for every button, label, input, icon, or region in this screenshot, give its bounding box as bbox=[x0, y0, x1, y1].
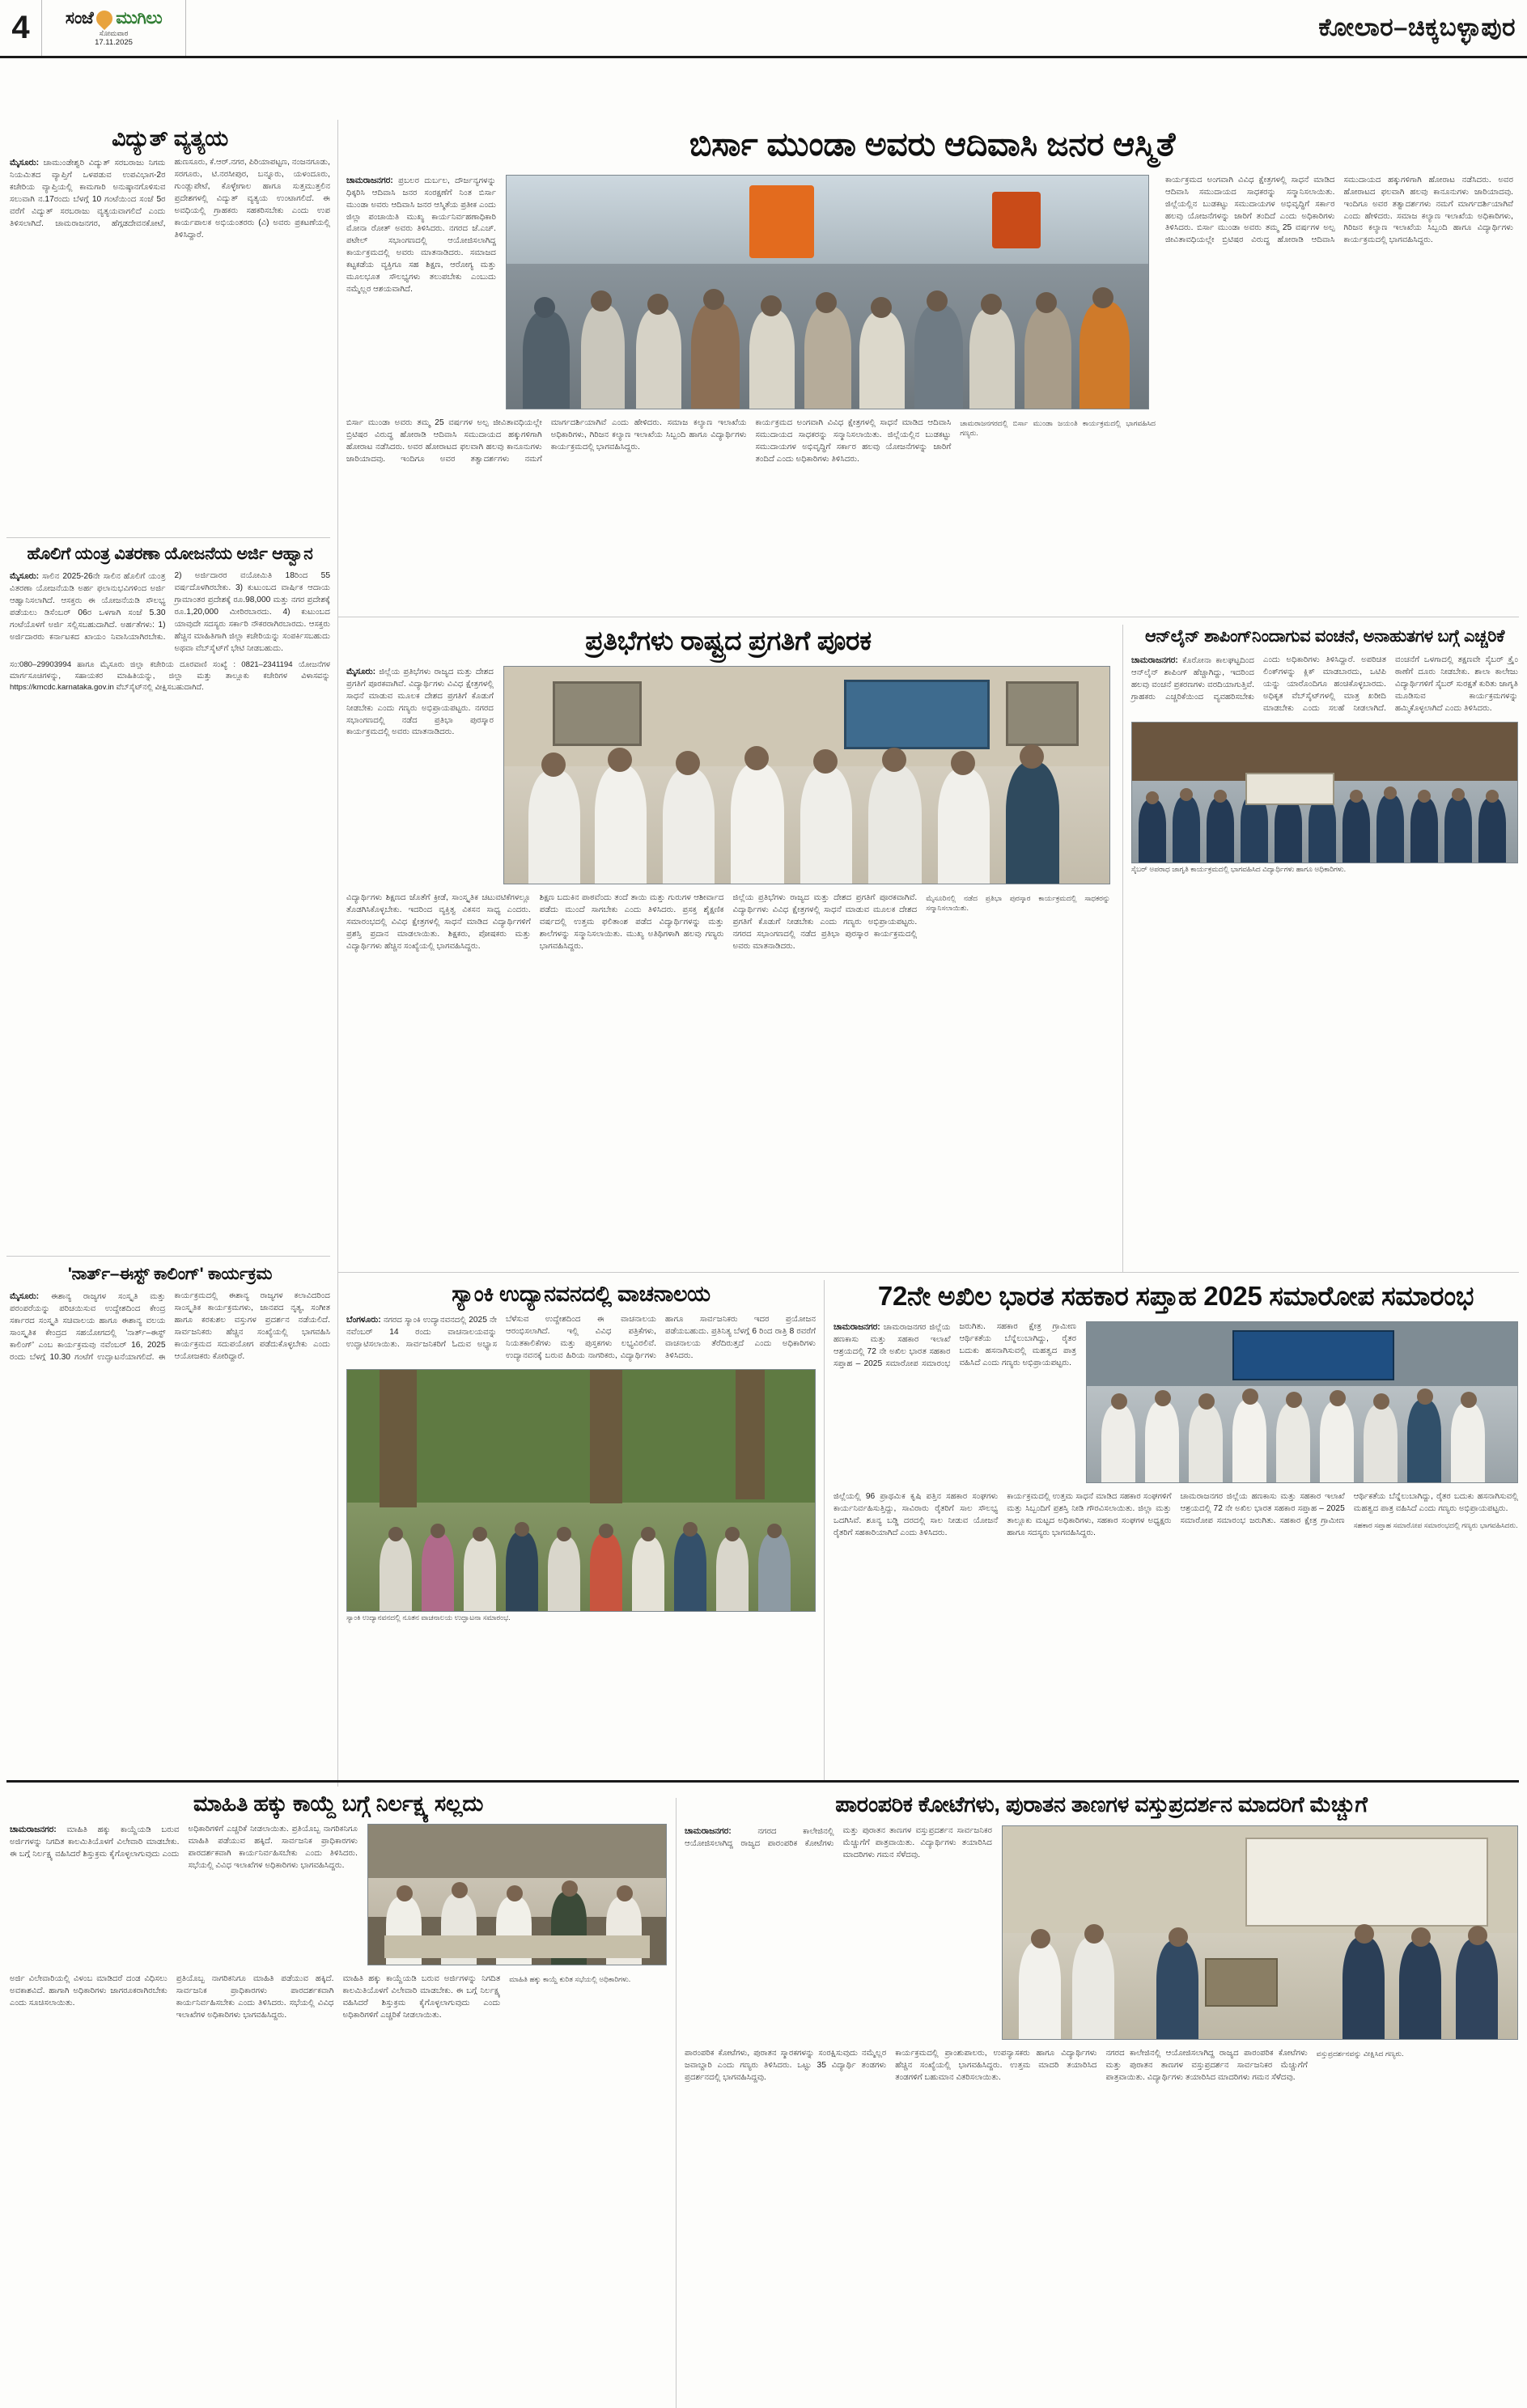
article-photo bbox=[506, 175, 1149, 409]
section-rule bbox=[337, 1272, 1519, 1273]
article-rti bbox=[10, 1791, 667, 2022]
body-text: ಚಾಮುಂಡೇಶ್ವರಿ ವಿದ್ಯುತ್ ಸರಬರಾಜು ನಿಗಮ ನಿಯಮಿತದ ವ್ಯಾಪ್ತಿಗೆ ಒಳಪಡುವ ಉಪವಿಭಾಗ-2ರ ಕಚೇರಿಯ ವ್ಯಾಪ್ತಿಯಲ್ಲಿ ಕಾಮಗಾರಿ ಅನುಷ್ಠಾನಗೊಳಿಸುವ ಸಲುವಾಗಿ ನ.17ರಂದು ಬೆಳಗ್ಗೆ 10 ಗಂಟೆಯಿಂದ ಸಂಜೆ 5ರ ವರೆಗೆ ವಿದ್ಯುತ್ ಸರಬರಾಜು ವ್ಯತ್ಯಯವಾಗಲಿದೆ ಎಂದು ತಿಳಿಸಲಾಗಿದೆ. ಚಾಮರಾಜನಗರ, ಹೆಗ್ಗಡದೇವನಕೋಟೆ, ಹುಣಸೂರು, ಕೆ.ಆರ್.ನಗರ, ಪಿರಿಯಾಪಟ್ಟಣ, ನಂಜನಗೂಡು, ಸರಗೂರು, ಟಿ.ನರಸೀಪುರ, ಬನ್ನೂರು, ಯಳಂದೂರು, ಗುಂಡ್ಲುಪೇಟೆ, ಕೊಳ್ಳೇಗಾಲ ಹಾಗೂ ಸುತ್ತಮುತ್ತಲಿನ ಪ್ರದೇಶಗಳಲ್ಲಿ ವಿದ್ಯುತ್ ವ್ಯತ್ಯಯ ಉಂಟಾಗಲಿದೆ. ಈ ಅವಧಿಯಲ್ಲಿ ಗ್ರಾಹಕರು ಸಹಕರಿಸಬೇಕು ಎಂದು ಉಪ ಕಾರ್ಯಪಾಲಕ ಅಭಿಯಂತರರು (ವಿ) ಅವರು ಪ್ರಕಟಣೆಯಲ್ಲಿ ತಿಳಿಸಿದ್ದಾರೆ. bbox=[10, 158, 330, 240]
article-holige-yantra bbox=[10, 544, 330, 693]
dateline: ಚಾಮರಾಜನಗರ: bbox=[346, 175, 393, 185]
article-body-col1 bbox=[833, 1321, 1076, 1483]
article-north-east-calling bbox=[10, 1264, 330, 1364]
column-rule bbox=[824, 1280, 825, 1782]
body-text-3: ಶಾಲಾ ಕಾಲೇಜು ವಿದ್ಯಾರ್ಥಿಗಳಿಗೆ ಸೈಬರ್ ಸುರಕ್ಷತೆ ಕುರಿತು ಜಾಗೃತಿ ಮೂಡಿಸುವ ಕಾರ್ಯಕ್ರಮಗಳನ್ನು ಹಮ್ಮಿಕೊಳ್ಳಲಾಗಿದೆ ಎಂದು ತಿಳಿಸಿದರು. bbox=[1395, 668, 1518, 713]
article-sankey-park bbox=[346, 1282, 816, 1622]
article-photo bbox=[503, 666, 1110, 884]
article-heritage-forts bbox=[685, 1791, 1518, 2084]
article-body-col1 bbox=[346, 666, 494, 884]
article-body-lower bbox=[346, 892, 1110, 952]
article-body bbox=[1131, 655, 1518, 714]
dateline: ಮೈಸೂರು: bbox=[10, 571, 40, 582]
dateline: ಮೈಸೂರು: bbox=[346, 666, 376, 676]
body-text: ಅರ್ಜಿ ವಿಲೇವಾರಿಯಲ್ಲಿ ವಿಳಂಬ ಮಾಡಿದರೆ ದಂಡ ವಿಧಿಸಲು ಅವಕಾಶವಿದೆ. ಹಾಗಾಗಿ ಅಧಿಕಾರಿಗಳು ಜಾಗರೂಕರಾಗಿರಬೇಕು ಎಂದು ಸೂಚಿಸಲಾಯಿತು. bbox=[10, 1974, 168, 2008]
headline: ಸ್ಯಾಂಕಿ ಉದ್ಯಾನವನದಲ್ಲಿ ವಾಚನಾಲಯ bbox=[452, 1282, 710, 1306]
photo-caption: ಮಾಹಿತಿ ಹಕ್ಕು ಕಾಯ್ದೆ ಕುರಿತ ಸಭೆಯಲ್ಲಿ ಅಧಿಕಾರಿಗಳು. bbox=[509, 1975, 631, 1984]
logo-word-mugilu: ಮುಗಿಲು bbox=[116, 9, 163, 28]
article-body-col1 bbox=[10, 1824, 358, 1965]
article-sahakara-saptaha bbox=[833, 1282, 1518, 1540]
article-body-lower bbox=[10, 1973, 667, 2022]
headline: ಹೊಲಿಗೆ ಯಂತ್ರ ವಿತರಣಾ ಯೋಜನೆಯ ಅರ್ಜಿ ಆಹ್ವಾನ bbox=[27, 545, 313, 563]
body-text-rep: ಪ್ರತಿಯೊಬ್ಬ ನಾಗರಿಕನಿಗೂ ಮಾಹಿತಿ ಪಡೆಯುವ ಹಕ್ಕಿದೆ. ಸಾರ್ವಜನಿಕ ಪ್ರಾಧಿಕಾರಗಳು ಪಾರದರ್ಶಕವಾಗಿ ಕಾರ್ಯನಿರ್ವಹಿಸಬೇಕು ಎಂದು ತಿಳಿಸಿದರು. ಸಭೆಯಲ್ಲಿ ವಿವಿಧ ಇಲಾಖೆಗಳ ಅಧಿಕಾರಿಗಳು ಭಾಗವಹಿಸಿದ್ದರು. bbox=[176, 1974, 334, 2020]
section-rule bbox=[6, 1256, 330, 1257]
headline: 72ನೇ ಅಖಿಲ ಭಾರತ ಸಹಕಾರ ಸಪ್ತಾಹ 2025 ಸಮಾರೋಪ ಸಮಾರಂಭ bbox=[877, 1281, 1474, 1311]
article-body bbox=[10, 570, 330, 655]
headline: ಬಿರ್ಸಾ ಮುಂಡಾ ಅವರು ಆದಿವಾಸಿ ಜನರ ಆಸ್ಮಿತೆ bbox=[689, 125, 1176, 163]
logo-weekday: ಸೋಮವಾರ bbox=[99, 29, 129, 37]
column-rule bbox=[337, 120, 338, 1787]
contact-info: ಸಂ:080–29903994 ಹಾಗೂ ಮೈಸೂರು ಜಿಲ್ಲಾ ಕಚೇರಿಯ ದೂರವಾಣಿ ಸಂಖ್ಯೆ : 0821–2341194 ಯೋಜನೆಗಳ ಮಾರ್ಗಸೂಚಿಗಳನ್ನು, ಸಹಾಯಕರ ಮಾಹಿತಿಯನ್ನು, ಜಿಲ್ಲಾ ಮತ್ತು ತಾಲ್ಲೂಕು ಕಚೇರಿಗಳ ವಿಳಾಸವನ್ನು https://kmcdc.karnataka.gov.in ವೆಬ್‌ಸೈಟ್‌ನಲ್ಲಿ ವೀಕ್ಷಿಸಬಹುದಾಗಿದೆ. bbox=[10, 660, 330, 693]
column-rule bbox=[1122, 625, 1123, 1272]
body-text: ಸಾಲಿನ 2025-26ನೇ ಸಾಲಿನ ಹೊಲಿಗೆ ಯಂತ್ರ ವಿತರಣಾ ಯೋಜನೆಯಡಿ ಅರ್ಹ ಫಲಾನುಭವಿಗಳಿಂದ ಅರ್ಜಿ ಆಹ್ವಾನಿಸಲಾಗಿದೆ. ಆಸಕ್ತರು ಈ ಯೋಜನೆಯಡಿ ಸೌಲಭ್ಯ ಪಡೆಯಲು ಡಿಸೆಂಬರ್ 06ರ ಒಳಗಾಗಿ ಸಂಜೆ 5.30 ಗಂಟೆಯೊಳಗೆ ಅರ್ಜಿ ಸಲ್ಲಿಸಬಹುದಾಗಿದೆ. ಅರ್ಹತೆಗಳು: 1) ಅರ್ಜಿದಾರರು ಕರ್ನಾಟಕದ ಖಾಯಂ ನಿವಾಸಿಯಾಗಿರಬೇಕು. 2) ಅರ್ಜಿದಾರರ ವಯೋಮಿತಿ 18ರಿಂದ 55 ವರ್ಷದೊಳಗಿರಬೇಕು. 3) ಕುಟುಂಬದ ವಾರ್ಷಿಕ ಆದಾಯ ಗ್ರಾಮಾಂತರ ಪ್ರದೇಶಕ್ಕೆ ರೂ.98,000 ಮತ್ತು ನಗರ ಪ್ರದೇಶಕ್ಕೆ ರೂ.1,20,000 ಮೀರಿರಬಾರದು. 4) ಕುಟುಂಬದ ಯಾವುದೇ ಸದಸ್ಯರು ಸರ್ಕಾರಿ ನೌಕರರಾಗಿರಬಾರದು. ಆಸಕ್ತರು ಹೆಚ್ಚಿನ ಮಾಹಿತಿಗಾಗಿ ಜಿಲ್ಲಾ ಕಚೇರಿಯನ್ನು ಸಂಪರ್ಕಿಸಬಹುದು ಅಥವಾ ವೆಬ್‌ಸೈಟ್‌ಗೆ ಭೇಟಿ ನೀಡಬಹುದು. bbox=[10, 571, 330, 653]
column-rule bbox=[676, 1798, 677, 2408]
body-text-rep: ಚಾಮರಾಜನಗರ ಜಿಲ್ಲೆಯ ಹಣಕಾಸು ಮತ್ತು ಸಹಕಾರ ಇಲಾಖೆ ಆಶ್ರಯದಲ್ಲಿ 72 ನೇ ಅಖಿಲ ಭಾರತ ಸಹಕಾರ ಸಪ್ತಾಹ – 2025 ಸಮಾರೋಪ ಸಮಾರಂಭ ಜರುಗಿತು. ಸಹಕಾರ ಕ್ಷೇತ್ರ ಗ್ರಾಮೀಣ ಆರ್ಥಿಕತೆಯ ಬೆನ್ನೆಲುಬಾಗಿದ್ದು, ರೈತರ ಬದುಕು ಹಸನಾಗಿಸುವಲ್ಲಿ ಮಹತ್ವದ ಪಾತ್ರ ವಹಿಸಿದೆ ಎಂದು ಗಣ್ಯರು ಅಭಿಪ್ರಾಯಪಟ್ಟರು. bbox=[1180, 1491, 1518, 1525]
dateline: ಮೈಸೂರು: bbox=[10, 158, 40, 168]
article-photo bbox=[1086, 1321, 1518, 1483]
body-text: ಮಾಹಿತಿ ಹಕ್ಕು ಕಾಯ್ದೆಯಡಿ ಬರುವ ಅರ್ಜಿಗಳನ್ನು ನಿಗದಿತ ಕಾಲಮಿತಿಯೊಳಗೆ ವಿಲೇವಾರಿ ಮಾಡಬೇಕು. ಈ ಬಗ್ಗೆ ನಿರ್ಲಕ್ಷ್ಯ ವಹಿಸಿದರೆ ಶಿಸ್ತುಕ್ರಮ ಕೈಗೊಳ್ಳಲಾಗುವುದು ಎಂದು ಅಧಿಕಾರಿಗಳಿಗೆ ಎಚ್ಚರಿಕೆ ನೀಡಲಾಯಿತು. bbox=[10, 1825, 289, 1859]
article-photo bbox=[367, 1824, 667, 1965]
article-online-shopping bbox=[1131, 626, 1518, 874]
body-text: ಕಾರ್ಯಕ್ರಮದ ಅಂಗವಾಗಿ ವಿವಿಧ ಕ್ಷೇತ್ರಗಳಲ್ಲಿ ಸಾಧನೆ ಮಾಡಿದ ಆದಿವಾಸಿ ಸಮುದಾಯದ ಸಾಧಕರನ್ನು ಸನ್ಮಾನಿಸಲಾಯಿತು. ಜಿಲ್ಲೆಯಲ್ಲಿನ ಬುಡಕಟ್ಟು ಸಮುದಾಯಗಳ ಅಭಿವೃದ್ಧಿಗೆ ಸರ್ಕಾರ ಹಲವು ಯೋಜನೆಗಳನ್ನು ಜಾರಿಗೆ ತಂದಿದೆ ಎಂದು ಅಧಿಕಾರಿಗಳು ತಿಳಿಸಿದರು. bbox=[1165, 175, 1335, 233]
article-body-col1 bbox=[685, 1825, 992, 2040]
logo-date: 17.11.2025 bbox=[95, 38, 133, 47]
article-body bbox=[10, 1291, 330, 1363]
body-text: ಈಶಾನ್ಯ ರಾಜ್ಯಗಳ ಸಂಸ್ಕೃತಿ ಮತ್ತು ಪರಂಪರೆಯನ್ನು ಪರಿಚಯಿಸುವ ಉದ್ದೇಶದಿಂದ ಕೇಂದ್ರ ಸರ್ಕಾರದ ಸಂಸ್ಕೃತಿ ಸಚಿವಾಲಯ ಹಾಗೂ ಈಶಾನ್ಯ ವಲಯ ಸಾಂಸ್ಕೃತಿಕ ಕೇಂದ್ರದ ಸಹಯೋಗದಲ್ಲಿ 'ನಾರ್ತ್–ಈಸ್ಟ್ ಕಾಲಿಂಗ್' ಎಂಬ ಕಾರ್ಯಕ್ರಮವು ನವೆಂಬರ್ 16, 2025 ರಂದು ಬೆಳಗ್ಗೆ 10.30 ಗಂಟೆಗೆ ಉದ್ಘಾಟನೆಯಾಗಲಿದೆ. ಈ ಕಾರ್ಯಕ್ರಮದಲ್ಲಿ ಈಶಾನ್ಯ ರಾಜ್ಯಗಳ ಕಲಾವಿದರಿಂದ ಸಾಂಸ್ಕೃತಿಕ ಕಾರ್ಯಕ್ರಮಗಳು, ಜಾನಪದ ನೃತ್ಯ, ಸಂಗೀತ ಹಾಗೂ ಕರಕುಶಲ ವಸ್ತುಗಳ ಪ್ರದರ್ಶನ ನಡೆಯಲಿದೆ. ಸಾರ್ವಜನಿಕರು ಹೆಚ್ಚಿನ ಸಂಖ್ಯೆಯಲ್ಲಿ ಭಾಗವಹಿಸಿ ಕಾರ್ಯಕ್ರಮದ ಸದುಪಯೋಗ ಪಡೆದುಕೊಳ್ಳಬೇಕು ಎಂದು ಆಯೋಜಕರು ಕೋರಿದ್ದಾರೆ. bbox=[10, 1291, 330, 1362]
headline: 'ನಾರ್ತ್–ಈಸ್ಟ್ ಕಾಲಿಂಗ್' ಕಾರ್ಯಕ್ರಮ bbox=[67, 1265, 273, 1283]
body-text: ಕಾರ್ಯಕ್ರಮದಲ್ಲಿ ಉತ್ತಮ ಸಾಧನೆ ಮಾಡಿದ ಸಹಕಾರ ಸಂಘಗಳಿಗೆ ಮತ್ತು ಸಿಬ್ಬಂದಿಗೆ ಪ್ರಶಸ್ತಿ ನೀಡಿ ಗೌರವಿಸಲಾಯಿತು. ಜಿಲ್ಲಾ ಮತ್ತು ತಾಲ್ಲೂಕು ಮಟ್ಟದ ಅಧಿಕಾರಿಗಳು, ಸಹಕಾರ ಸಂಘಗಳ ಅಧ್ಯಕ್ಷರು ಹಾಗೂ ಸದಸ್ಯರು ಭಾಗವಹಿಸಿದ್ದರು. bbox=[1007, 1491, 1172, 1537]
photo-caption: ಸೈಬರ್ ಅಪರಾಧ ಜಾಗೃತಿ ಕಾರ್ಯಕ್ರಮದಲ್ಲಿ ಭಾಗವಹಿಸಿದ ವಿದ್ಯಾರ್ಥಿಗಳು ಹಾಗೂ ಅಧಿಕಾರಿಗಳು. bbox=[1131, 864, 1347, 873]
article-body-lower bbox=[833, 1491, 1518, 1540]
body-text-2: ಉದ್ಯಾನವನಕ್ಕೆ ಬರುವ ಹಿರಿಯ ನಾಗರಿಕರು, ವಿದ್ಯಾರ್ಥಿಗಳು ಹಾಗೂ ಸಾರ್ವಜನಿಕರು ಇದರ ಪ್ರಯೋಜನ ಪಡೆಯಬಹುದು. ಪ್ರತಿನಿತ್ಯ ಬೆಳಗ್ಗೆ 6 ರಿಂದ ರಾತ್ರಿ 8 ರವರೆಗೆ ವಾಚನಾಲಯ ತೆರೆದಿರುತ್ತದೆ ಎಂದು ಅಧಿಕಾರಿಗಳು ತಿಳಿಸಿದರು. bbox=[506, 1315, 816, 1360]
article-body-col1 bbox=[346, 175, 496, 409]
body-text: ಬಿರ್ಸಾ ಮುಂಡಾ ಅವರು ತಮ್ಮ 25 ವರ್ಷಗಳ ಅಲ್ಪ ಜೀವಿತಾವಧಿಯಲ್ಲೇ ಬ್ರಿಟಿಷರ ವಿರುದ್ಧ ಹೋರಾಡಿ ಆದಿವಾಸಿ ಸಮುದಾಯದ ಹಕ್ಕುಗಳಿಗಾಗಿ ಹೋರಾಟ ನಡೆಸಿದರು. ಅವರ ಹೋರಾಟದ ಫಲವಾಗಿ ಹಲವು ಕಾನೂನುಗಳು ಜಾರಿಯಾದವು. ಇಂದಿಗೂ ಅವರ ತತ್ವಾದರ್ಶಗಳು ನಮಗೆ ಮಾರ್ಗದರ್ಶಿಯಾಗಿವೆ ಎಂದು ಹೇಳಿದರು. ಸಮಾಜ ಕಲ್ಯಾಣ ಇಲಾಖೆಯ ಅಧಿಕಾರಿಗಳು, ಗಿರಿಜನ ಕಲ್ಯಾಣ ಇಲಾಖೆಯ ಸಿಬ್ಬಂದಿ ಹಾಗೂ ವಿದ್ಯಾರ್ಥಿಗಳು ಕಾರ್ಯಕ್ರಮದಲ್ಲಿ ಭಾಗವಹಿಸಿದ್ದರು. bbox=[346, 418, 747, 464]
photo-caption: ಸ್ಯಾಂಕಿ ಉದ್ಯಾನವನದಲ್ಲಿ ನೂತನ ವಾಚನಾಲಯ ಉದ್ಘಾಟನಾ ಸಮಾರಂಭ. bbox=[346, 1613, 511, 1622]
article-photo bbox=[1131, 722, 1518, 863]
article-body-right bbox=[1165, 175, 1513, 466]
article-pratibhegalu bbox=[346, 626, 1110, 952]
body-text: ಪಾರಂಪರಿಕ ಕೋಟೆಗಳು, ಪುರಾತನ ಸ್ಮಾರಕಗಳನ್ನು ಸಂರಕ್ಷಿಸುವುದು ನಮ್ಮೆಲ್ಲರ ಜವಾಬ್ದಾರಿ ಎಂದು ಗಣ್ಯರು ತಿಳಿಸಿದರು. ಒಟ್ಟು 35 ವಿದ್ಯಾರ್ಥಿ ತಂಡಗಳು ಪ್ರದರ್ಶನದಲ್ಲಿ ಭಾಗವಹಿಸಿದ್ದವು. bbox=[685, 2049, 887, 2083]
headline: ಆನ್‌ಲೈನ್ ಶಾಪಿಂಗ್‌ನಿಂದಾಗುವ ವಂಚನೆ, ಅನಾಹುತಗಳ ಬಗ್ಗೆ ಎಚ್ಚರಿಕೆ bbox=[1144, 627, 1505, 646]
article-vidyut-vyatyaya bbox=[10, 126, 330, 241]
logo-word-sanje: ಸಂಜೆ bbox=[65, 9, 94, 28]
dateline: ಚಾಮರಾಜನಗರ: bbox=[10, 1825, 57, 1835]
article-body bbox=[10, 157, 330, 241]
dateline: ಮೈಸೂರು: bbox=[10, 1291, 40, 1302]
leaf-icon bbox=[93, 7, 116, 30]
page-number: 4 bbox=[0, 0, 42, 56]
body-text-2: ಬಿರ್ಸಾ ಮುಂಡಾ ಅವರು ತಮ್ಮ 25 ವರ್ಷಗಳ ಅಲ್ಪ ಜೀವಿತಾವಧಿಯಲ್ಲೇ ಬ್ರಿಟಿಷರ ವಿರುದ್ಧ ಹೋರಾಡಿ ಆದಿವಾಸಿ ಸಮುದಾಯದ ಹಕ್ಕುಗಳಿಗಾಗಿ ಹೋರಾಟ ನಡೆಸಿದರು. ಅವರ ಹೋರಾಟದ ಫಲವಾಗಿ ಹಲವು ಕಾನೂನುಗಳು ಜಾರಿಯಾದವು. ಇಂದಿಗೂ ಅವರ ತತ್ವಾದರ್ಶಗಳು ನಮಗೆ ಮಾರ್ಗದರ್ಶಿಯಾಗಿವೆ ಎಂದು ಹೇಳಿದರು. ಸಮಾಜ ಕಲ್ಯಾಣ ಇಲಾಖೆಯ ಅಧಿಕಾರಿಗಳು, ಗಿರಿಜನ ಕಲ್ಯಾಣ ಇಲಾಖೆಯ ಸಿಬ್ಬಂದಿ ಹಾಗೂ ವಿದ್ಯಾರ್ಥಿಗಳು ಕಾರ್ಯಕ್ರಮದಲ್ಲಿ ಭಾಗವಹಿಸಿದ್ದರು. bbox=[1165, 175, 1513, 245]
body-text: ಪ್ರಬಲರ ದುರ್ಬಲ, ದೌರ್ಜನ್ಯಗಳನ್ನು ಧಿಕ್ಕರಿಸಿ ಆದಿವಾಸಿ ಜನರ ಸಂರಕ್ಷಣೆಗೆ ನಿಂತ ಬಿರ್ಸಾ ಮುಂಡಾ ಅವರು ಆದಿವಾಸಿ ಜನರ ಆಸ್ಮಿತೆಯ ಪ್ರತೀಕ ಎಂದು ಜಿಲ್ಲಾ ಪಂಚಾಯಿತಿ ಮುಖ್ಯ ಕಾರ್ಯನಿರ್ವಹಣಾಧಿಕಾರಿ ಮೋನಾ ರೋತ್ ಅವರು ತಿಳಿಸಿದರು. ನಗರದ ಜೆ.ಎಚ್. ಪಟೇಲ್ ಸಭಾಂಗಣದಲ್ಲಿ ಆಯೋಜಿಸಲಾಗಿದ್ದ ಕಾರ್ಯಕ್ರಮದಲ್ಲಿ ಅವರು ಮಾತನಾಡಿದರು. ಸಮಾಜದ ಕಟ್ಟಕಡೆಯ ವ್ಯಕ್ತಿಗೂ ಸಹ ಶಿಕ್ಷಣ, ಆರೋಗ್ಯ ಮತ್ತು ಮೂಲಭೂತ ಸೌಲಭ್ಯಗಳು ತಲುಪಬೇಕು ಎಂಬುದು ನಮ್ಮೆಲ್ಲರ ಆಶಯವಾಗಿದೆ. bbox=[346, 176, 496, 294]
newspaper-logo bbox=[42, 0, 186, 56]
body-text: ಕಾರ್ಯಕ್ರಮದ ಅಂಗವಾಗಿ ವಿವಿಧ ಕ್ಷೇತ್ರಗಳಲ್ಲಿ ಸಾಧನೆ ಮಾಡಿದ ಆದಿವಾಸಿ ಸಮುದಾಯದ ಸಾಧಕರನ್ನು ಸನ್ಮಾನಿಸಲಾಯಿತು. ಜಿಲ್ಲೆಯಲ್ಲಿನ ಬುಡಕಟ್ಟು ಸಮುದಾಯಗಳ ಅಭಿವೃದ್ಧಿಗೆ ಸರ್ಕಾರ ಹಲವು ಯೋಜನೆಗಳನ್ನು ಜಾರಿಗೆ ತಂದಿದೆ ಎಂದು ಅಧಿಕಾರಿಗಳು ತಿಳಿಸಿದರು. bbox=[755, 418, 952, 464]
article-photo bbox=[1002, 1825, 1518, 2040]
edition-title: ಕೋಲಾರ–ಚಿಕ್ಕಬಳ್ಳಾಪುರ bbox=[1318, 13, 1516, 41]
body-text: ಜಿಲ್ಲೆಯ ಪ್ರತಿಭೆಗಳು ರಾಜ್ಯದ ಮತ್ತು ದೇಶದ ಪ್ರಗತಿಗೆ ಪೂರಕವಾಗಿವೆ. ವಿದ್ಯಾರ್ಥಿಗಳು ವಿವಿಧ ಕ್ಷೇತ್ರಗಳಲ್ಲಿ ಸಾಧನೆ ಮಾಡುವ ಮೂಲಕ ದೇಶದ ಪ್ರಗತಿಗೆ ಕೊಡುಗೆ ನೀಡಬೇಕು ಎಂದು ಗಣ್ಯರು ಅಭಿಪ್ರಾಯಪಟ್ಟರು. ನಗರದ ಸಭಾಂಗಣದಲ್ಲಿ ನಡೆದ ಪ್ರತಿಭಾ ಪುರಸ್ಕಾರ ಕಾರ್ಯಕ್ರಮದಲ್ಲಿ ಅವರು ಮಾತನಾಡಿದರು. bbox=[346, 667, 494, 737]
body-text: ಕೊರೋನಾ ಕಾಲಘಟ್ಟದಿಂದ ಆನ್‌ಲೈನ್ ಶಾಪಿಂಗ್ ಹೆಚ್ಚಾಗಿದ್ದು, ಇದರಿಂದ ಹಲವು ವಂಚನೆ ಪ್ರಕರಣಗಳು ವರದಿಯಾಗುತ್ತಿವೆ. ಗ್ರಾಹಕರು ಎಚ್ಚರಿಕೆಯಿಂದ ವ್ಯವಹರಿಸಬೇಕು ಎಂದು ಅಧಿಕಾರಿಗಳು ತಿಳಿಸಿದ್ದಾರೆ. bbox=[1131, 655, 1355, 702]
body-text: ನಗರದ ಕಾಲೇಜಿನಲ್ಲಿ ಆಯೋಜಿಸಲಾಗಿದ್ದ ರಾಜ್ಯದ ಪಾರಂಪರಿಕ ಕೋಟೆಗಳು ಮತ್ತು ಪುರಾತನ ತಾಣಗಳ ವಸ್ತುಪ್ರದರ್ಶನ ಸಾರ್ವಜನಿಕರ ಮೆಚ್ಚುಗೆಗೆ ಪಾತ್ರವಾಯಿತು. ವಿದ್ಯಾರ್ಥಿಗಳು ತಯಾರಿಸಿದ ಮಾದರಿಗಳು ಗಮನ ಸೆಳೆದವು. bbox=[685, 1826, 992, 1860]
dateline: ಬೆಂಗಳೂರು: bbox=[346, 1315, 381, 1325]
article-body bbox=[346, 1314, 816, 1363]
photo-caption: ವಸ್ತುಪ್ರದರ್ಶನವನ್ನು ವೀಕ್ಷಿಸಿದ ಗಣ್ಯರು. bbox=[1316, 2050, 1404, 2058]
body-text-2: ಅಪರಿಚಿತ ಲಿಂಕ್‌ಗಳನ್ನು ಕ್ಲಿಕ್ ಮಾಡಬಾರದು, ಒಟಿಪಿ ಯನ್ನು ಯಾರೊಂದಿಗೂ ಹಂಚಿಕೊಳ್ಳಬಾರದು. ಅಧಿಕೃತ ವೆಬ್‌ಸೈಟ್‌ಗಳಲ್ಲಿ ಮಾತ್ರ ಖರೀದಿ ಮಾಡಬೇಕು ಎಂದು ಸಲಹೆ ನೀಡಲಾಗಿದೆ. ವಂಚನೆಗೆ ಒಳಗಾದಲ್ಲಿ ತಕ್ಷಣವೇ ಸೈಬರ್ ಕ್ರೈಂ ಠಾಣೆಗೆ ದೂರು ನೀಡಬೇಕು. bbox=[1263, 655, 1518, 713]
section-rule-thick bbox=[6, 1780, 1519, 1783]
article-photo bbox=[346, 1369, 816, 1612]
body-text: ಶಿಕ್ಷಣ ಬದುಕಿನ ಪಾಠವೆಂದು ತಂದೆ ತಾಯಿ ಮತ್ತು ಗುರುಗಳ ಆಶೀರ್ವಾದ ಪಡೆದು ಮುಂದೆ ಸಾಗಬೇಕು ಎಂದು ತಿಳಿಸಿದರು. ಪ್ರಸಕ್ತ ಶೈಕ್ಷಣಿಕ ವರ್ಷದಲ್ಲಿ ಉತ್ತಮ ಫಲಿತಾಂಶ ಪಡೆದ ವಿದ್ಯಾರ್ಥಿಗಳನ್ನು ಮತ್ತು ಶಾಲೆಗಳನ್ನು ಸನ್ಮಾನಿಸಲಾಯಿತು. ಮುಖ್ಯ ಅತಿಥಿಗಳಾಗಿ ಹಲವು ಗಣ್ಯರು ಭಾಗವಹಿಸಿದ್ದರು. bbox=[539, 892, 724, 951]
dateline: ಚಾಮರಾಜನಗರ: bbox=[1131, 655, 1178, 666]
photo-caption: ಮೈಸೂರಿನಲ್ಲಿ ನಡೆದ ಪ್ರತಿಭಾ ಪುರಸ್ಕಾರ ಕಾರ್ಯಕ್ರಮದಲ್ಲಿ ಸಾಧಕರನ್ನು ಸನ್ಮಾನಿಸಲಾಯಿತು. bbox=[926, 893, 1110, 912]
body-text: ವಿದ್ಯಾರ್ಥಿಗಳು ಶಿಕ್ಷಣದ ಜೊತೆಗೆ ಕ್ರೀಡೆ, ಸಾಂಸ್ಕೃತಿಕ ಚಟುವಟಿಕೆಗಳಲ್ಲೂ ತೊಡಗಿಸಿಕೊಳ್ಳಬೇಕು. ಇದರಿಂದ ವ್ಯಕ್ತಿತ್ವ ವಿಕಸನ ಸಾಧ್ಯ ಎಂದರು. ಸಮಾರಂಭದಲ್ಲಿ ವಿವಿಧ ಕ್ಷೇತ್ರಗಳಲ್ಲಿ ಸಾಧನೆ ಮಾಡಿದ ವಿದ್ಯಾರ್ಥಿಗಳಿಗೆ ಪ್ರಶಸ್ತಿ ಪ್ರದಾನ ಮಾಡಲಾಯಿತು. ಶಿಕ್ಷಕರು, ಪೋಷಕರು ಮತ್ತು ವಿದ್ಯಾರ್ಥಿಗಳು ಹೆಚ್ಚಿನ ಸಂಖ್ಯೆಯಲ್ಲಿ ಭಾಗವಹಿಸಿದ್ದರು. bbox=[346, 892, 531, 951]
dateline: ಚಾಮರಾಜನಗರ: bbox=[833, 1321, 880, 1332]
body-text-2: ಪ್ರತಿಯೊಬ್ಬ ನಾಗರಿಕನಿಗೂ ಮಾಹಿತಿ ಪಡೆಯುವ ಹಕ್ಕಿದೆ. ಸಾರ್ವಜನಿಕ ಪ್ರಾಧಿಕಾರಗಳು ಪಾರದರ್ಶಕವಾಗಿ ಕಾರ್ಯನಿರ್ವಹಿಸಬೇಕು ಎಂದು ತಿಳಿಸಿದರು. ಸಭೆಯಲ್ಲಿ ವಿವಿಧ ಇಲಾಖೆಗಳ ಅಧಿಕಾರಿಗಳು ಭಾಗವಹಿಸಿದ್ದರು. bbox=[188, 1825, 358, 1870]
article-birsa-munda bbox=[346, 126, 1518, 465]
dateline: ಚಾಮರಾಜನಗರ: bbox=[685, 1826, 732, 1837]
headline: ಪಾರಂಪರಿಕ ಕೋಟೆಗಳು, ಪುರಾತನ ತಾಣಗಳ ವಸ್ತುಪ್ರದರ್ಶನ ಮಾದರಿಗೆ ಮೆಚ್ಚುಗೆ bbox=[835, 1792, 1368, 1817]
body-text: ಕಾರ್ಯಕ್ರಮದಲ್ಲಿ ಪ್ರಾಂಶುಪಾಲರು, ಉಪನ್ಯಾಸಕರು ಹಾಗೂ ವಿದ್ಯಾರ್ಥಿಗಳು ಹೆಚ್ಚಿನ ಸಂಖ್ಯೆಯಲ್ಲಿ ಭಾಗವಹಿಸಿದ್ದರು. ಉತ್ತಮ ಮಾದರಿ ತಯಾರಿಸಿದ ತಂಡಗಳಿಗೆ ಬಹುಮಾನ ವಿತರಿಸಲಾಯಿತು. bbox=[895, 2049, 1097, 2083]
section-rule bbox=[6, 537, 330, 538]
headline: ವಿದ್ಯುತ್ ವ್ಯತ್ಯಯ bbox=[112, 126, 228, 150]
article-body-lower bbox=[685, 2048, 1518, 2084]
article-body-lower bbox=[346, 418, 1156, 466]
photo-caption: ಚಾಮರಾಜನಗರದಲ್ಲಿ ಬಿರ್ಸಾ ಮುಂಡಾ ಜಯಂತಿ ಕಾರ್ಯಕ್ರಮದಲ್ಲಿ ಭಾಗವಹಿಸಿದ ಗಣ್ಯರು. bbox=[960, 418, 1156, 437]
body-text: ಜಿಲ್ಲೆಯಲ್ಲಿ 96 ಪ್ರಾಥಮಿಕ ಕೃಷಿ ಪತ್ತಿನ ಸಹಕಾರ ಸಂಘಗಳು ಕಾರ್ಯನಿರ್ವಹಿಸುತ್ತಿದ್ದು, ಸಾವಿರಾರು ರೈತರಿಗೆ ಸಾಲ ಸೌಲಭ್ಯ ಒದಗಿಸಿವೆ. ಶೂನ್ಯ ಬಡ್ಡಿ ದರದಲ್ಲಿ ಸಾಲ ನೀಡುವ ಯೋಜನೆ ರೈತರಿಗೆ ಸಹಕಾರಿಯಾಗಿದೆ ಎಂದು ತಿಳಿಸಿದರು. bbox=[833, 1491, 999, 1537]
photo-caption: ಸಹಕಾರ ಸಪ್ತಾಹ ಸಮಾರೋಪ ಸಮಾರಂಭದಲ್ಲಿ ಗಣ್ಯರು ಭಾಗವಹಿಸಿದರು. bbox=[1353, 1520, 1518, 1529]
masthead bbox=[0, 0, 1527, 58]
body-text: ಚಾಮರಾಜನಗರ ಜಿಲ್ಲೆಯ ಹಣಕಾಸು ಮತ್ತು ಸಹಕಾರ ಇಲಾಖೆ ಆಶ್ರಯದಲ್ಲಿ 72 ನೇ ಅಖಿಲ ಭಾರತ ಸಹಕಾರ ಸಪ್ತಾಹ – 2025 ಸಮಾರೋಪ ಸಮಾರಂಭ ಜರುಗಿತು. ಸಹಕಾರ ಕ್ಷೇತ್ರ ಗ್ರಾಮೀಣ ಆರ್ಥಿಕತೆಯ ಬೆನ್ನೆಲುಬಾಗಿದ್ದು, ರೈತರ ಬದುಕು ಹಸನಾಗಿಸುವಲ್ಲಿ ಮಹತ್ವದ ಪಾತ್ರ ವಹಿಸಿದೆ ಎಂದು ಗಣ್ಯರು ಅಭಿಪ್ರಾಯಪಟ್ಟರು. bbox=[833, 1321, 1076, 1368]
body-text-rep: ಜಿಲ್ಲೆಯ ಪ್ರತಿಭೆಗಳು ರಾಜ್ಯದ ಮತ್ತು ದೇಶದ ಪ್ರಗತಿಗೆ ಪೂರಕವಾಗಿವೆ. ವಿದ್ಯಾರ್ಥಿಗಳು ವಿವಿಧ ಕ್ಷೇತ್ರಗಳಲ್ಲಿ ಸಾಧನೆ ಮಾಡುವ ಮೂಲಕ ದೇಶದ ಪ್ರಗತಿಗೆ ಕೊಡುಗೆ ನೀಡಬೇಕು ಎಂದು ಗಣ್ಯರು ಅಭಿಪ್ರಾಯಪಟ್ಟರು. ನಗರದ ಸಭಾಂಗಣದಲ್ಲಿ ನಡೆದ ಪ್ರತಿಭಾ ಪುರಸ್ಕಾರ ಕಾರ್ಯಕ್ರಮದಲ್ಲಿ ಅವರು ಮಾತನಾಡಿದರು. bbox=[732, 892, 918, 951]
headline: ಮಾಹಿತಿ ಹಕ್ಕು ಕಾಯ್ದೆ ಬಗ್ಗೆ ನಿರ್ಲಕ್ಷ್ಯ ಸಲ್ಲದು bbox=[193, 1791, 484, 1816]
body-text-rep2: ಮಾಹಿತಿ ಹಕ್ಕು ಕಾಯ್ದೆಯಡಿ ಬರುವ ಅರ್ಜಿಗಳನ್ನು ನಿಗದಿತ ಕಾಲಮಿತಿಯೊಳಗೆ ವಿಲೇವಾರಿ ಮಾಡಬೇಕು. ಈ ಬಗ್ಗೆ ನಿರ್ಲಕ್ಷ್ಯ ವಹಿಸಿದರೆ ಶಿಸ್ತುಕ್ರಮ ಕೈಗೊಳ್ಳಲಾಗುವುದು ಎಂದು ಅಧಿಕಾರಿಗಳಿಗೆ ಎಚ್ಚರಿಕೆ ನೀಡಲಾಯಿತು. bbox=[342, 1974, 501, 2020]
body-text: ನಗರದ ಸ್ಯಾಂಕಿ ಉದ್ಯಾನವನದಲ್ಲಿ 2025 ನೇ ನವೆಂಬರ್ 14 ರಂದು ವಾಚನಾಲಯವನ್ನು ಉದ್ಘಾಟಿಸಲಾಯಿತು. ಸಾರ್ವಜನಿಕರಿಗೆ ಓದುವ ಅಭ್ಯಾಸ ಬೆಳೆಸುವ ಉದ್ದೇಶದಿಂದ ಈ ವಾಚನಾಲಯ ಆರಂಭಿಸಲಾಗಿದೆ. ಇಲ್ಲಿ ವಿವಿಧ ಪತ್ರಿಕೆಗಳು, ನಿಯತಕಾಲಿಕೆಗಳು ಮತ್ತು ಪುಸ್ತಕಗಳು ಲಭ್ಯವಿರಲಿವೆ. bbox=[346, 1315, 656, 1350]
headline: ಪ್ರತಿಭೆಗಳು ರಾಷ್ಟ್ರದ ಪ್ರಗತಿಗೆ ಪೂರಕ bbox=[585, 625, 872, 655]
body-text-rep: ನಗರದ ಕಾಲೇಜಿನಲ್ಲಿ ಆಯೋಜಿಸಲಾಗಿದ್ದ ರಾಜ್ಯದ ಪಾರಂಪರಿಕ ಕೋಟೆಗಳು ಮತ್ತು ಪುರಾತನ ತಾಣಗಳ ವಸ್ತುಪ್ರದರ್ಶನ ಸಾರ್ವಜನಿಕರ ಮೆಚ್ಚುಗೆಗೆ ಪಾತ್ರವಾಯಿತು. ವಿದ್ಯಾರ್ಥಿಗಳು ತಯಾರಿಸಿದ ಮಾದರಿಗಳು ಗಮನ ಸೆಳೆದವು. bbox=[1105, 2049, 1308, 2083]
